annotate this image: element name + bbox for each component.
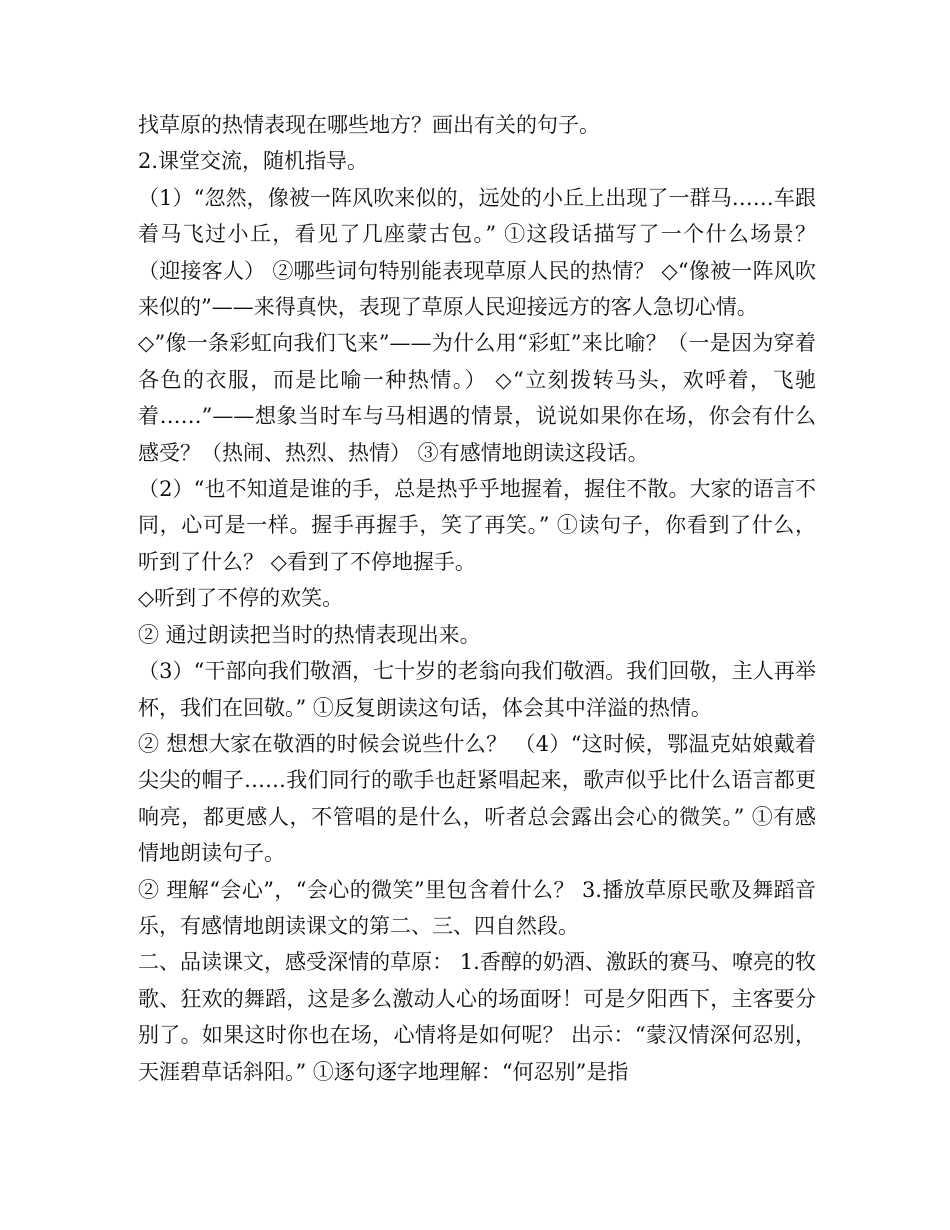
paragraph-toast-item-4: ② 想想大家在敬酒的时候会说些什么？ （4）“这时候，鄂温克姑娘戴着尖尖的帽子……我们同行的歌手也赶紧唱起来，歌声似乎比什么语言都更响亮，都更感人，不管唱的是什么，听者总会露出会心的微笑。” ①有感情地朗读句子。 (138, 731, 816, 866)
document-body (138, 107, 816, 1090)
paragraph-item-2: （2）“也不知道是谁的手，总是热乎乎地握着，握住不散。大家的语言不同，心可是一样。握手再握手，笑了再笑。” ①读句子，你看到了什么，听到了什么？ ◇看到了不停地握手。 (138, 477, 816, 574)
paragraph-read-aloud: ② 通过朗读把当时的热情表现出来。 (138, 622, 481, 647)
paragraph-section-2: 二、品读课文，感受深情的草原： 1.香醇的奶酒、激跃的赛马、嘹亮的牧歌、狂欢的舞蹈，这是多么激动人心的场面呀！可是夕阳西下，主客要分别了。如果这时你也在场，心情将是如何呢？ 出示：“蒙汉情深何忍别，天涯碧草话斜阳。” ①逐句逐字地理解：“何忍别”是指 (138, 950, 816, 1084)
paragraph-step-2: 2.课堂交流，随机指导。 (138, 149, 369, 174)
paragraph-rainbow: ◇”像一条彩虹向我们飞来”——为什么用“彩虹”来比喻？（一是因为穿着各色的衣服，而是比喻一种热情。） ◇“立刻拨转马头，欢呼着，飞驰着……”——想象当时车与马相遇的情景，说说如果你在场，你会有什么感受？（热闹、热烈、热情） ③有感情地朗读这段话。 (138, 331, 816, 465)
paragraph-item-3: （3）“干部向我们敬酒，七十岁的老翁向我们敬酒。我们回敬，主人再举杯，我们在回敬。” ①反复朗读这句话，体会其中洋溢的热情。 (138, 659, 816, 720)
paragraph-intro-question: 找草原的热情表现在哪些地方？画出有关的句子。 (138, 113, 600, 137)
paragraph-item-1: （1）“忽然，像被一阵风吹来似的，远处的小丘上出现了一群马……车跟着马飞过小丘，看见了几座蒙古包。” ①这段话描写了一个什么场景？（迎接客人） ②哪些词句特别能表现草原人民的热情？ ◇“像被一阵风吹来似的”——来得真快，表现了草原人民迎接远方的客人急切心情。 (138, 185, 816, 320)
paragraph-laughter: ◇听到了不停的欢笑。 (138, 586, 344, 611)
paragraph-smile-step-3: ② 理解“会心”，“会心的微笑”里包含着什么？ 3.播放草原民歌及舞蹈音乐，有感情地朗读课文的第二、三、四自然段。 (138, 877, 816, 938)
